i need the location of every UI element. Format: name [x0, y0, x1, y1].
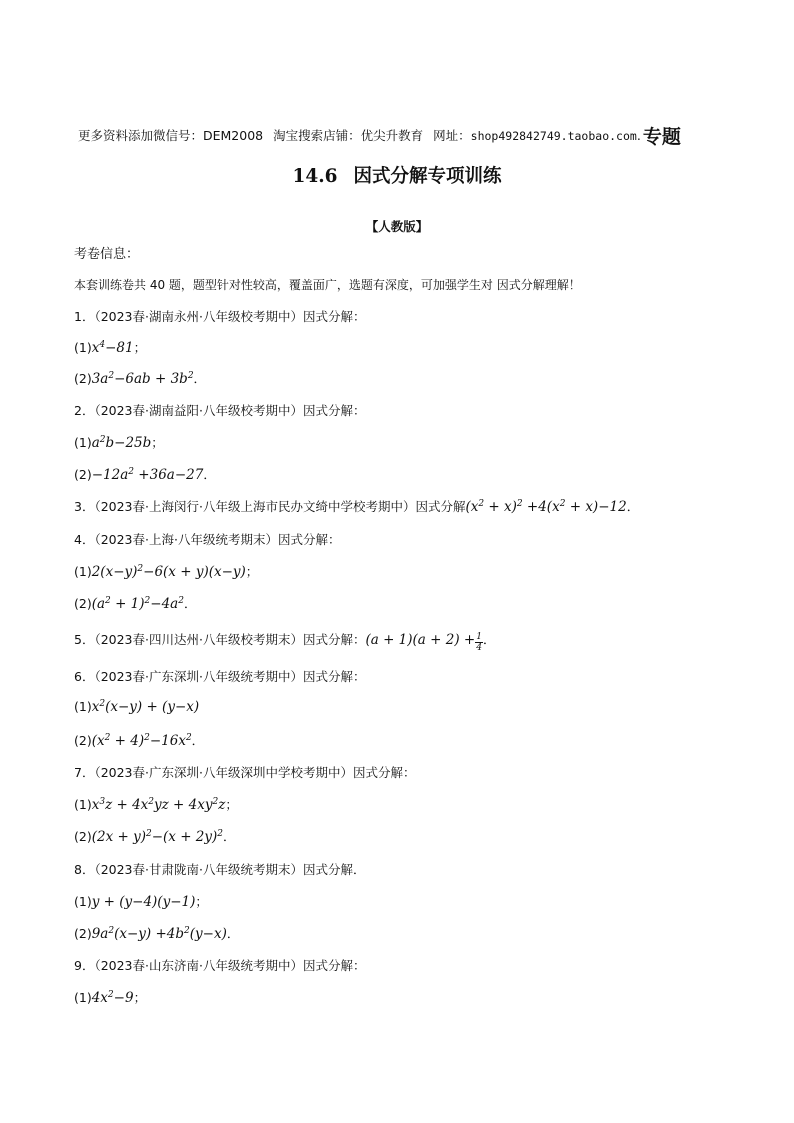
part-end: ． [183, 596, 197, 611]
problem-number: 6． [74, 669, 95, 684]
problem-number: 9． [74, 958, 95, 973]
problem-4-part-1 [74, 562, 258, 580]
page-title [0, 162, 794, 188]
part-expression: $(2x + y)^2-(x + 2y)^2$ [91, 829, 224, 845]
part-expression: $(x^2 + 4)^2-16x^2$ [91, 733, 192, 749]
problem-1-part-1 [74, 338, 146, 356]
part-end: ． [223, 829, 236, 844]
page-header [78, 122, 718, 149]
part-label: (2) [74, 596, 92, 611]
problem-source: （2023春·上海闵行·八年级上海市民办文绮中学校考期中）因式分解 [94, 499, 466, 514]
problem-source: （2023春·山东济南·八年级统考期中）因式分解： [94, 958, 366, 973]
part-end: ． [203, 467, 216, 482]
problem-number: 7． [74, 765, 95, 780]
fraction-numerator: 1 [476, 632, 482, 642]
problem-source: （2023春·湖南益阳·八年级校考期中）因式分解： [94, 403, 366, 418]
problem-9 [74, 956, 365, 974]
title-text: 因式分解专项训练 [353, 166, 502, 187]
problem-number: 2． [74, 403, 95, 418]
problem-1-part-2 [74, 369, 206, 387]
problem-4-part-2 [74, 594, 196, 612]
problem-number: 8． [74, 862, 95, 877]
part-expression: $3a^2-6ab + 3b^2$ [91, 371, 194, 387]
problem-end: ． [482, 632, 496, 647]
part-end: ． [191, 733, 205, 748]
fraction-denominator: 4 [476, 643, 482, 653]
header-wechat: 更多资料添加微信号：DEM2008 [78, 128, 264, 143]
problem-end: ． [626, 499, 640, 514]
problem-6-part-1 [74, 699, 199, 715]
problem-6-part-2 [74, 731, 204, 749]
problem-3 [74, 497, 639, 515]
part-label: (1) [74, 699, 92, 714]
part-end: ； [245, 564, 259, 579]
part-label: (1) [74, 564, 92, 579]
problem-1 [74, 307, 365, 325]
part-label: (1) [74, 894, 92, 909]
part-expression: y + (y−4)(y−1) [91, 894, 196, 910]
problem-5 [74, 630, 495, 653]
part-expression: $x^4-81$ [91, 340, 134, 356]
header-url-label: 网址： [433, 128, 471, 143]
problem-number: 4． [74, 532, 95, 547]
problem-number: 1． [74, 309, 95, 324]
problem-8-part-2 [74, 924, 239, 942]
part-end: ； [195, 894, 208, 909]
problem-8 [74, 860, 365, 878]
part-expression: $a^2b-25b$ [91, 435, 152, 451]
problem-9-part-1 [74, 988, 146, 1006]
part-expression: $9a^2(x-y) +4b^2(y-x)$ [91, 926, 227, 942]
problem-2 [74, 401, 365, 419]
problem-number: 5． [74, 632, 95, 647]
part-label: (2) [74, 829, 92, 844]
problem-6 [74, 667, 365, 685]
problem-7-part-2 [74, 827, 236, 845]
problem-7 [74, 763, 415, 781]
part-label: (2) [74, 371, 92, 386]
part-label: (1) [74, 797, 92, 812]
problem-expression: $(x^2 + x)^2 +4(x^2 + x)-12$ [465, 499, 627, 515]
title-number: 14.6 [292, 166, 338, 187]
problem-8-part-1 [74, 892, 208, 910]
edition-label: 【人教版】 [365, 219, 429, 234]
fraction [475, 632, 483, 653]
part-label: (2) [74, 467, 92, 482]
part-expression: $(a^2 + 1)^2-4a^2$ [91, 596, 184, 612]
problem-source: （2023春·湖南永州·八年级校考期中）因式分解： [94, 309, 366, 324]
part-label: (1) [74, 340, 92, 355]
part-expression: $2(x-y)^2-6(x + y)(x-y)$ [91, 564, 246, 580]
part-end: ． [226, 926, 240, 941]
part-label: (1) [74, 990, 92, 1005]
part-end: ； [225, 797, 238, 812]
part-label: (1) [74, 435, 92, 450]
info-text: 本套训练卷共 40 题，题型针对性较高，覆盖面广，选题有深度，可加强学生对 因式分解理解！ [74, 278, 581, 292]
part-end: ； [151, 435, 164, 450]
part-label: (2) [74, 733, 92, 748]
header-url[interactable]: shop492842749.taobao.com [470, 129, 637, 143]
part-end: ； [133, 340, 147, 355]
problem-7-part-1 [74, 795, 238, 813]
problem-source: （2023春·甘肃陇南·八年级统考期末）因式分解． [94, 862, 366, 877]
problem-2-part-1 [74, 433, 164, 451]
problem-4 [74, 530, 340, 548]
problem-source: （2023春·广东深圳·八年级统考期中）因式分解： [94, 669, 366, 684]
part-expression: $x^2(x-y) + (y-x)$ [91, 699, 200, 715]
problem-source: （2023春·四川达州·八年级校考期末）因式分解： [94, 632, 366, 647]
info-label: 考卷信息： [74, 247, 140, 262]
header-dot: . [636, 128, 641, 143]
header-tag: 专题 [642, 126, 681, 148]
part-label: (2) [74, 926, 92, 941]
part-expression: $4x^2-9$ [91, 990, 134, 1006]
header-shop: 淘宝搜索店铺：优尖升教育 [273, 128, 424, 143]
problem-expression: (a + 1)(a + 2) + [365, 632, 476, 648]
problem-source: （2023春·上海·八年级统考期末）因式分解： [94, 532, 341, 547]
part-end: ； [133, 990, 147, 1005]
problem-source: （2023春·广东深圳·八年级深圳中学校考期中）因式分解： [94, 765, 416, 780]
part-expression: $x^3z + 4x^2yz + 4xy^2z$ [91, 797, 226, 813]
part-expression: $-12a^2 +36a-27$ [91, 467, 204, 483]
part-end: ． [193, 371, 207, 386]
problem-2-part-2 [74, 465, 216, 483]
problem-number: 3． [74, 499, 95, 514]
